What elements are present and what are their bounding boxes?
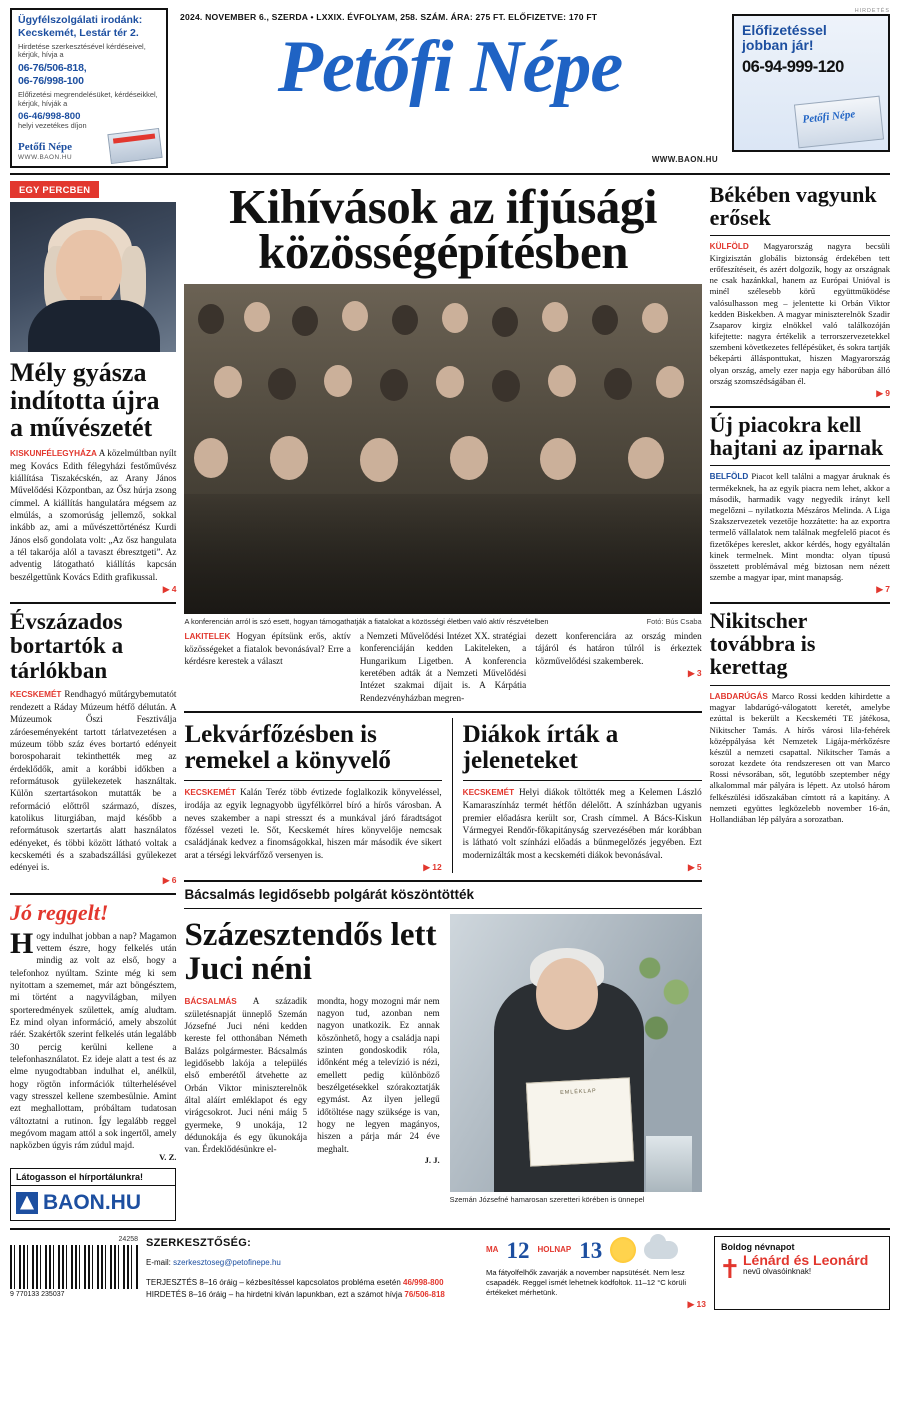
- ad-note-3: helyi vezetékes díjon: [18, 121, 87, 131]
- right-article-3-headline: Nikitscher továbbra is kerettag: [709, 608, 816, 680]
- feature-article: [184, 914, 701, 1204]
- paper-logo: Petőfi Népe: [277, 26, 623, 108]
- weather-today-temp: 12: [506, 1237, 530, 1263]
- left-article-2-headline: Évszázados bortartók a tárlókban: [10, 608, 124, 683]
- centenarian-photo-caption: Szemán Józsefné hamarosan szeretteri körében is ünnepel: [449, 1195, 645, 1205]
- feature-signature: J. J.: [424, 1154, 440, 1165]
- distribution-phone: 46/998-800: [403, 1278, 444, 1288]
- feature-col-1: [184, 995, 307, 1167]
- lead-article-body: [184, 630, 701, 704]
- barcode-issn: 9 770133 235037: [10, 1290, 65, 1298]
- page-footer: [10, 1228, 890, 1311]
- conference-photo-caption: A konferencián arról is szó esett, hogyan támogathatják a fiatalokat a közösségi életben való aktív részvételben: [184, 617, 549, 626]
- artist-portrait-photo: [10, 202, 176, 352]
- lead-col-2: [360, 630, 526, 704]
- column-jo-reggelt-title: Jó reggelt!: [10, 899, 109, 925]
- ad-title: Ügyfélszolgálati irodánk:: [18, 14, 143, 26]
- article-diakok-pageref[interactable]: ▶ 5: [688, 862, 702, 873]
- cloud-icon: [644, 1241, 678, 1259]
- feature-headline: Százesztendős lett Juci néni: [184, 917, 437, 988]
- nameday-names: Lénárd és Leonárd: [743, 1251, 869, 1268]
- left-article-1-text: A közelmúltban nyílt meg Kovács Edith félegyházi festőművész kiállítása Tiszakécskén, az Arany János Művelődési Központban, az Ősz húrja zsong címmel. A kiállítás hangulatára mégsem az elmúlás, a szomorúság jellemző, sokkal inkább az, ami a művészettörténész Kurdi János első gondolata volt: „Az ősz hangulata a tél takarója alól a tavaszt ébresztgeti”. Az adventig látogatható kiállítás kapcsán beszélgettünk Kovács Edith grafikussal.: [10, 447, 177, 582]
- ad-headline-1: Előfizetéssel: [742, 22, 827, 38]
- weather-widget: [486, 1236, 706, 1311]
- lead-headline-line1: Kihívások az ifjúsági: [229, 179, 657, 234]
- ad-phone-2: 06-76/998-100: [18, 75, 84, 88]
- nameday-box: [714, 1236, 890, 1311]
- left-article-2-kicker: KECSKEMÉT: [10, 690, 62, 700]
- weather-tomorrow-label: HOLNAP: [537, 1245, 572, 1255]
- dateline: 2024. NOVEMBER 6., SZERDA • LXXIX. ÉVFOLYAM, 258. SZÁM. ÁRA: 275 FT. ELŐFIZETVE: 170 FT: [180, 12, 598, 22]
- article-lekvarfozes-col1: [184, 786, 441, 861]
- lead-kicker: LAKITELEK: [184, 632, 231, 641]
- nameday-title: Boldog névnapot: [721, 1241, 795, 1252]
- column-jo-reggelt-signature: V. Z.: [159, 1151, 177, 1162]
- left-article-2-text: Rendhagyó műtárgybemutatót rendezett a Ráday Múzeum hétfő délután. A Múzeumok Őszi Fesztiválja záróeseményeként tartott tárlatvezetésen a múzeum több száz éves bortartó edényeit borospoharait tekinthették meg az érdeklődők, amit a korábbi időkben a reformátusok gyülekezetek használtak. Külön szertartásokon mutatták be a reformáció előttről származó, díszes, katolikus liturgiában, majd később a reformátusok szertartás alatt használatos edényeket, és többi között látható voltak a kecskeméti és a szabadszállási gyülekezet edényei is.: [10, 689, 177, 873]
- feature-banner: Bácsalmás legidősebb polgárát köszöntötték: [184, 887, 475, 903]
- article-lekvarfozes-text: Kalán Teréz több évtizede foglalkozik könyveléssel, irodája az egyik legnagyobb ügyfélkörrel bíró a hírős városban. A neves szakember a napi stresszt és a munkával járó fáradtságot főzéssel vezeti le. Sőt, Kecskemét híres könyvelője nemcsak családjának kedvez a finomságokkal, hiszen már második éve sikert arat a térségi lekvárfőző versenyen is.: [184, 787, 442, 860]
- nameday-suffix: nevű olvasóinknak!: [743, 1267, 812, 1277]
- weather-text: Ma fátyolfelhők zavarják a november napsütését. Nem lesz csapadék. Reggel ismét lehetnek ködfoltok. 11–12 °C körüli értékeket mérhetünk.: [486, 1268, 687, 1298]
- ad-brand: [18, 141, 72, 162]
- right-article-1-pageref[interactable]: ▶ 9: [876, 387, 890, 398]
- advertising-label: HIRDETÉS 8–16 óráig – ha hirdetni kíván lapunkban, ezt a számot hívja: [146, 1289, 403, 1299]
- lead-headline-line2: közösségépítésben: [258, 224, 628, 279]
- masthead-url: WWW.BAON.HU: [651, 155, 718, 164]
- lead-col-1-text: Hogyan építsünk erős, aktív közösségeket a fiatalok bevonásával? Erre a kérdésre kerestek a választ: [184, 631, 351, 667]
- right-article-2-pageref[interactable]: ▶ 7: [876, 584, 890, 595]
- ad-brand-name: Petőfi Népe: [18, 140, 73, 153]
- sun-icon: [610, 1237, 636, 1263]
- conference-photo-credit: Fotó: Bús Csaba: [646, 617, 702, 626]
- ad-subtitle: Kecskemét, Lestár tér 2.: [18, 26, 139, 39]
- article-diakok: [452, 718, 702, 873]
- ad-phone-1: 06-76/506-818,: [18, 62, 87, 75]
- right-article-1-headline: Békében vagyunk erősek: [709, 182, 877, 231]
- customer-service-ad: [10, 8, 168, 168]
- ad-phone: 06-94-999-120: [742, 58, 844, 77]
- right-article-2-headline: Új piacokra kell hajtani az iparnak: [709, 411, 884, 460]
- barcode-bars: [10, 1245, 138, 1289]
- article-diakok-kicker: KECSKEMÉT: [462, 788, 515, 798]
- cross-icon: ✝: [719, 1253, 741, 1284]
- masthead-area: [10, 8, 890, 168]
- newspaper-icon: [107, 128, 162, 164]
- editorial-title: SZERKESZTŐSÉG:: [146, 1236, 252, 1249]
- editorial-info: [146, 1236, 478, 1311]
- main-column: [184, 180, 701, 1221]
- baon-promo-box[interactable]: [10, 1168, 176, 1221]
- editorial-email[interactable]: szerkesztoseg@petofinepe.hu: [173, 1258, 281, 1268]
- secondary-articles: [184, 718, 701, 873]
- lead-col-1: [184, 630, 350, 704]
- right-article-2-text: Piacot kell találni a magyar áruknak és termékeknek, ha az egyik piacra nem lehet, akkor a második, harmadik vagy negyedik irányt kell megelőzni – nyilatkozta Mészáros Melinda. A Liga Szakszervezetek vezetője hozzátette: ha az exportra termelő vállalatok nem találnak megfelelő piacot és fizetőképes kereslet, akkor kérdés, hogy egyáltalán kinek termelnek. Mint mondta: olyan típusú összetett problémával még biztosan nem nézett szembe a magyar ipar, mint manapság.: [709, 471, 890, 583]
- weather-pageref[interactable]: ▶ 13: [687, 1298, 706, 1309]
- feature-kicker: BÁCSALMÁS: [184, 996, 237, 1006]
- feature-col-2: [317, 995, 440, 1167]
- masthead-divider: [10, 173, 890, 175]
- advertising-phone: 76/506-818: [404, 1289, 445, 1299]
- barcode-number: 24258: [118, 1235, 138, 1243]
- baon-promo-line: Látogasson el hírportálunkra!: [11, 1169, 175, 1186]
- article-diakok-headline: Diákok írták a jeleneteket: [462, 720, 619, 775]
- barcode-block: [10, 1236, 138, 1311]
- masthead: [174, 8, 726, 168]
- baon-logo-icon: [16, 1192, 38, 1214]
- feature-col-2-text: mondta, hogy mozogni már nem nagyon tud, azonban nem nagyon unatkozik. Ez annak köszönhető, hogy a családja napi szinten gondoskodik róla, időnként még a televízió is nézi, emellett pedig különböző beszélgetésekkel szórakoztatják egymást. Az ilyen jellegű időtöltése nagy szüksége is van, hogy ne legyen magányos, hiszen a párja már 24 éve meghalt.: [317, 995, 440, 1154]
- right-article-1-body: [710, 241, 890, 387]
- weather-tomorrow-temp: 13: [579, 1237, 603, 1263]
- right-article-3-text: Marco Rossi kedden kihirdette a magyar labdarúgó-válogatott keretét, amelybe ezúttal is bekerült a Kecskeméti TE játékosa, Nikitscher Tamás. A hírős városi lila-fehérek középpályása két Nemzetek Ligája-mérkőzésre készül a nemzeti csapattal. Nikitscher Tamás a sorozat kezdete óta rendszeresen ott van Marco Rossi névsorában, sőt, legutóbb szeptember négy alkalommal már pályára is lépett. Az utolsó három felkészülési időszakában címtott rá a kapitány. A nemzeti együttes legközelebb november 16-án, Hollandiában lép pályára a sorozatban.: [709, 690, 890, 824]
- lead-col-3: [535, 630, 701, 704]
- lead-col-2-text: a Nemzeti Művelődési Intézet XX. stratégiai konferenciáján kedden Lakiteleken, a Hungarikum Ligetben. A konferencia keretében adták át a Nemzeti Művelődési Intézet szakmai díjait is. A Kárpátia Rendezvényházban megren-: [359, 631, 527, 703]
- left-article-1-headline: Mély gyásza indította újra a művészetét: [10, 358, 160, 443]
- ad-phone-3: 06-46/998-800: [18, 110, 81, 122]
- article-lekvarfozes: [184, 718, 441, 873]
- ad-label: HIRDETÉS: [854, 8, 890, 14]
- section-badge-egy-percben: EGY PERCBEN: [10, 181, 99, 198]
- article-diakok-body: [463, 786, 702, 861]
- weather-today-label: MA: [486, 1245, 499, 1255]
- lead-pageref[interactable]: ▶ 3: [688, 667, 702, 678]
- column-jo-reggelt-body: Hogy indulhat jobban a nap? Magamon vettem észre, hogy felkelés után mindig az volt az első, hogy a telefonhoz nyúltam. Szinte még ki sem nyitottam a szememet, már azt böngésztem, mi történt a nagyvilágban, milyen sporteredmények születtek, amíg aludtam. Ez mind olyan információ, amely abszolút ráér. Szakértők szerint felkelés után legalább 30 percig kerülni kellene a telefonhasználatot. Ez ideje alatt a test és az elme nyugodtabban indulhat el, anélkül, hogy rögtön információk túlterhelésével vagy stresszel kellene szembesülnie. Amint ezt meghallottam, próbáltam tudatosan változtatni a rutinon. Így legalább reggel megóvom magam attól a sok ingertől, amely napközben úgyis rám zúdul majd.: [10, 926, 177, 1151]
- centenarian-photo: [450, 914, 702, 1192]
- ad-note-2: Előfizetési megrendelésüket, kérdéseikkel, kérjük, hívják a: [18, 89, 158, 108]
- left-article-2-body: [10, 688, 176, 874]
- conference-photo: [184, 284, 701, 614]
- ad-brand-url: WWW.BAON.HU: [18, 154, 73, 162]
- right-article-3-body: [710, 691, 890, 826]
- article-lekvarfozes-pageref[interactable]: ▶ 12: [423, 862, 442, 873]
- right-article-1-text: Magyarország nagyra becsüli Kirgizisztán globális biztonság érdekében tett erőfeszítéseit, és azért dolgozik, hogy az országnak ne csak hazánkkal, hanem az Európai Unióval is minél szélesebb körű együttműködése valósulhasson meg – jelentette ki Orbán Viktor kedden Biskekben. A magyar miniszterelnök Szadir Zsaparov kirgiz elnökkel való találkozóján kifejtette: nagyra értékelik a terrorszervezetekkel szembeni következetes fellépésüket, és sokra tartják békepárti állásponttukat, hiszen Magyarország olyan ország, amely ezer napja egy háborúban álló ország szomszédságában él.: [709, 241, 890, 386]
- left-article-1-kicker: KISKUNFÉLEGYHÁZA: [10, 448, 97, 458]
- left-article-2-pageref[interactable]: ▶ 6: [162, 874, 177, 885]
- ad-note-1: Hirdetése szerkesztésével kérdéseivel, kérjük, hívja a: [18, 41, 146, 60]
- left-article-1-pageref[interactable]: ▶ 4: [162, 583, 177, 594]
- right-column: [710, 180, 890, 1221]
- subscription-ad: [732, 8, 890, 168]
- right-article-1-kicker: KÜLFÖLD: [709, 242, 749, 252]
- conference-photo-caption-row: [184, 614, 701, 626]
- article-lekvarfozes-kicker: KECSKEMÉT: [184, 788, 236, 798]
- right-article-3-kicker: LABDARÚGÁS: [709, 691, 768, 701]
- distribution-label: TERJESZTÉS 8–16 óráig – kézbesítéssel kapcsolatos probléma esetén: [146, 1278, 401, 1288]
- feature-col-1-text: A századik születésnapját ünneplő Szemán Józsefné Juci néni kedden kereste fel otthonában Németh Balázs polgármester. Bácsalmás legidősebb lakója a település első emberétől átvehette az Orbán Viktor miniszterelnök által aláírt emléklapot és egy virágcsokrot. Juci néni máig 5 gyermeke, 9 unokája, 12 dédunokája és egy ükunokája van. Érdeklődésünkre el-: [184, 995, 308, 1155]
- ad-headline-2: jobban jár!: [742, 36, 814, 53]
- content-grid: [10, 180, 890, 1221]
- right-article-2-body: [710, 471, 890, 583]
- lead-col-3-text: dezett konferenciára az ország minden tájáról és határon túlról is érkeztek közművelődési szakemberek.: [535, 631, 702, 666]
- left-column: [10, 180, 176, 1221]
- newspaper-icon-2: [794, 96, 884, 149]
- article-lekvarfozes-headline: Lekvárfőzésben is remekel a könyvelő: [184, 720, 391, 775]
- right-article-2-kicker: BELFÖLD: [709, 472, 749, 482]
- left-article-1-body: [10, 447, 176, 583]
- editorial-email-label: E-mail:: [146, 1258, 171, 1268]
- baon-brand: BAON.HU: [43, 1190, 141, 1214]
- article-diakok-text: Helyi diákok töltötték meg a Kelemen László Kamaraszínház termét hétfőn délelőtt. A színházban ugyanis premier előadásra került sor, Crash címmel. A Bács-Kiskun Vármegyei Rendőr-főkapitányság szervezésében már korábban is látható volt színházi előadás a bűnmegelőzés jegyében. Ezt modernizálták most a kecskeméti diákok bevonásával.: [462, 787, 702, 860]
